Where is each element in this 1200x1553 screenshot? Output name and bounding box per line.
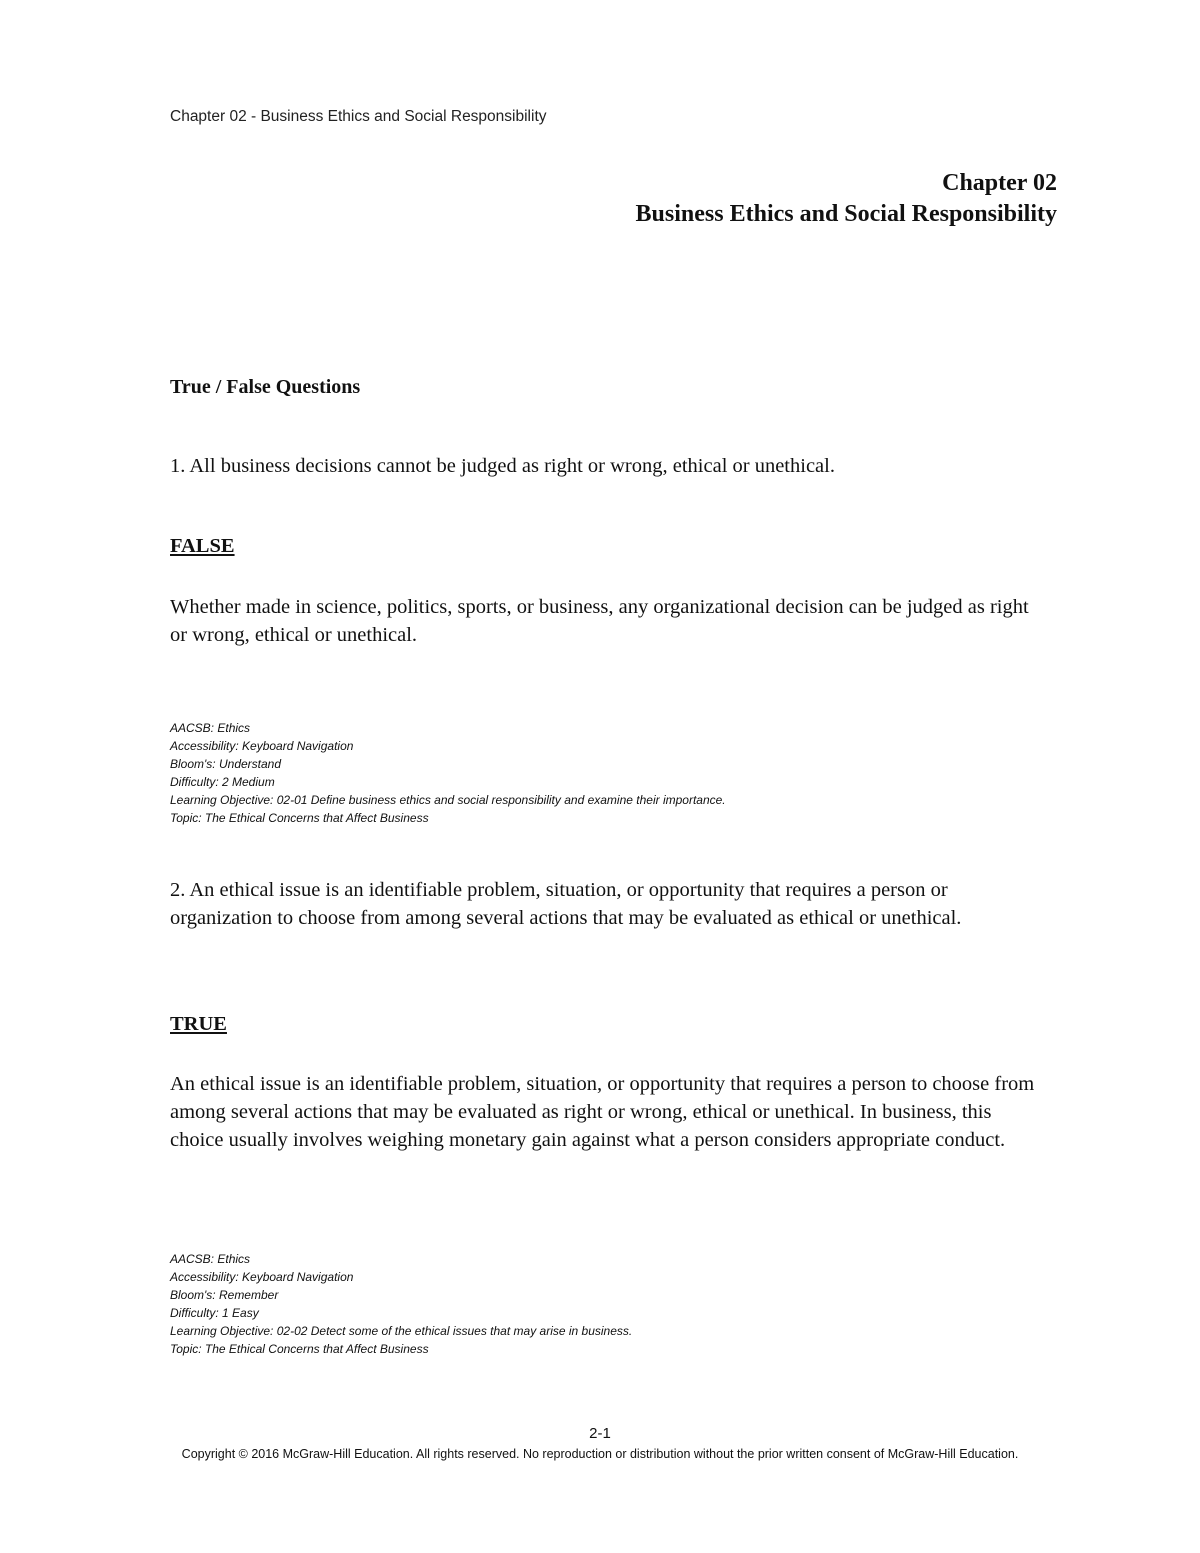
question-2-text: 2. An ethical issue is an identifiable problem, situation, or opportunity that requires a person or organization to choose from among several actions that may be evaluated as ethical or unethical.	[170, 879, 962, 929]
meta-difficulty: Difficulty: 1 Easy	[170, 1306, 259, 1320]
question-2-answer: TRUE	[170, 1013, 227, 1035]
meta-learning-objective: Learning Objective: 02-02 Detect some of the ethical issues that may arise in business.	[170, 1324, 633, 1338]
meta-blooms: Bloom's: Understand	[170, 757, 282, 771]
chapter-title-block	[636, 168, 1057, 230]
meta-topic: Topic: The Ethical Concerns that Affect Business	[170, 811, 429, 825]
question-2-explanation: An ethical issue is an identifiable problem, situation, or opportunity that requires a person to choose from among several actions that may be evaluated as right or wrong, ethical or unethical. In business, this choice usually involves weighing monetary gain against what a person considers appropriate conduct.	[170, 1073, 1035, 1151]
question-2-metadata	[170, 1250, 632, 1358]
copyright-notice: Copyright © 2016 McGraw-Hill Education. All rights reserved. No reproduction or distribution without the prior written consent of McGraw-Hill Education.	[181, 1447, 1019, 1461]
chapter-number: Chapter 02	[942, 170, 1057, 196]
question-1-explanation: Whether made in science, politics, sports, or business, any organizational decision can be judged as right or wrong, ethical or unethical.	[170, 596, 1029, 646]
running-header: Chapter 02 - Business Ethics and Social Responsibility	[170, 108, 547, 125]
question-1-text: 1. All business decisions cannot be judged as right or wrong, ethical or unethical.	[170, 455, 835, 477]
meta-blooms: Bloom's: Remember	[170, 1288, 279, 1302]
meta-accessibility: Accessibility: Keyboard Navigation	[170, 739, 354, 753]
question-1-answer: FALSE	[170, 535, 235, 557]
meta-aacsb: AACSB: Ethics	[170, 1252, 251, 1266]
chapter-title: Business Ethics and Social Responsibility	[635, 201, 1057, 227]
section-title: True / False Questions	[170, 376, 361, 398]
meta-learning-objective: Learning Objective: 02-01 Define business ethics and social responsibility and examine their importance.	[170, 793, 726, 807]
page-footer	[0, 1424, 1200, 1463]
meta-accessibility: Accessibility: Keyboard Navigation	[170, 1270, 354, 1284]
meta-aacsb: AACSB: Ethics	[170, 721, 251, 735]
question-1-metadata	[170, 719, 726, 827]
meta-topic: Topic: The Ethical Concerns that Affect Business	[170, 1342, 429, 1356]
meta-difficulty: Difficulty: 2 Medium	[170, 775, 275, 789]
page-number: 2-1	[589, 1425, 611, 1442]
